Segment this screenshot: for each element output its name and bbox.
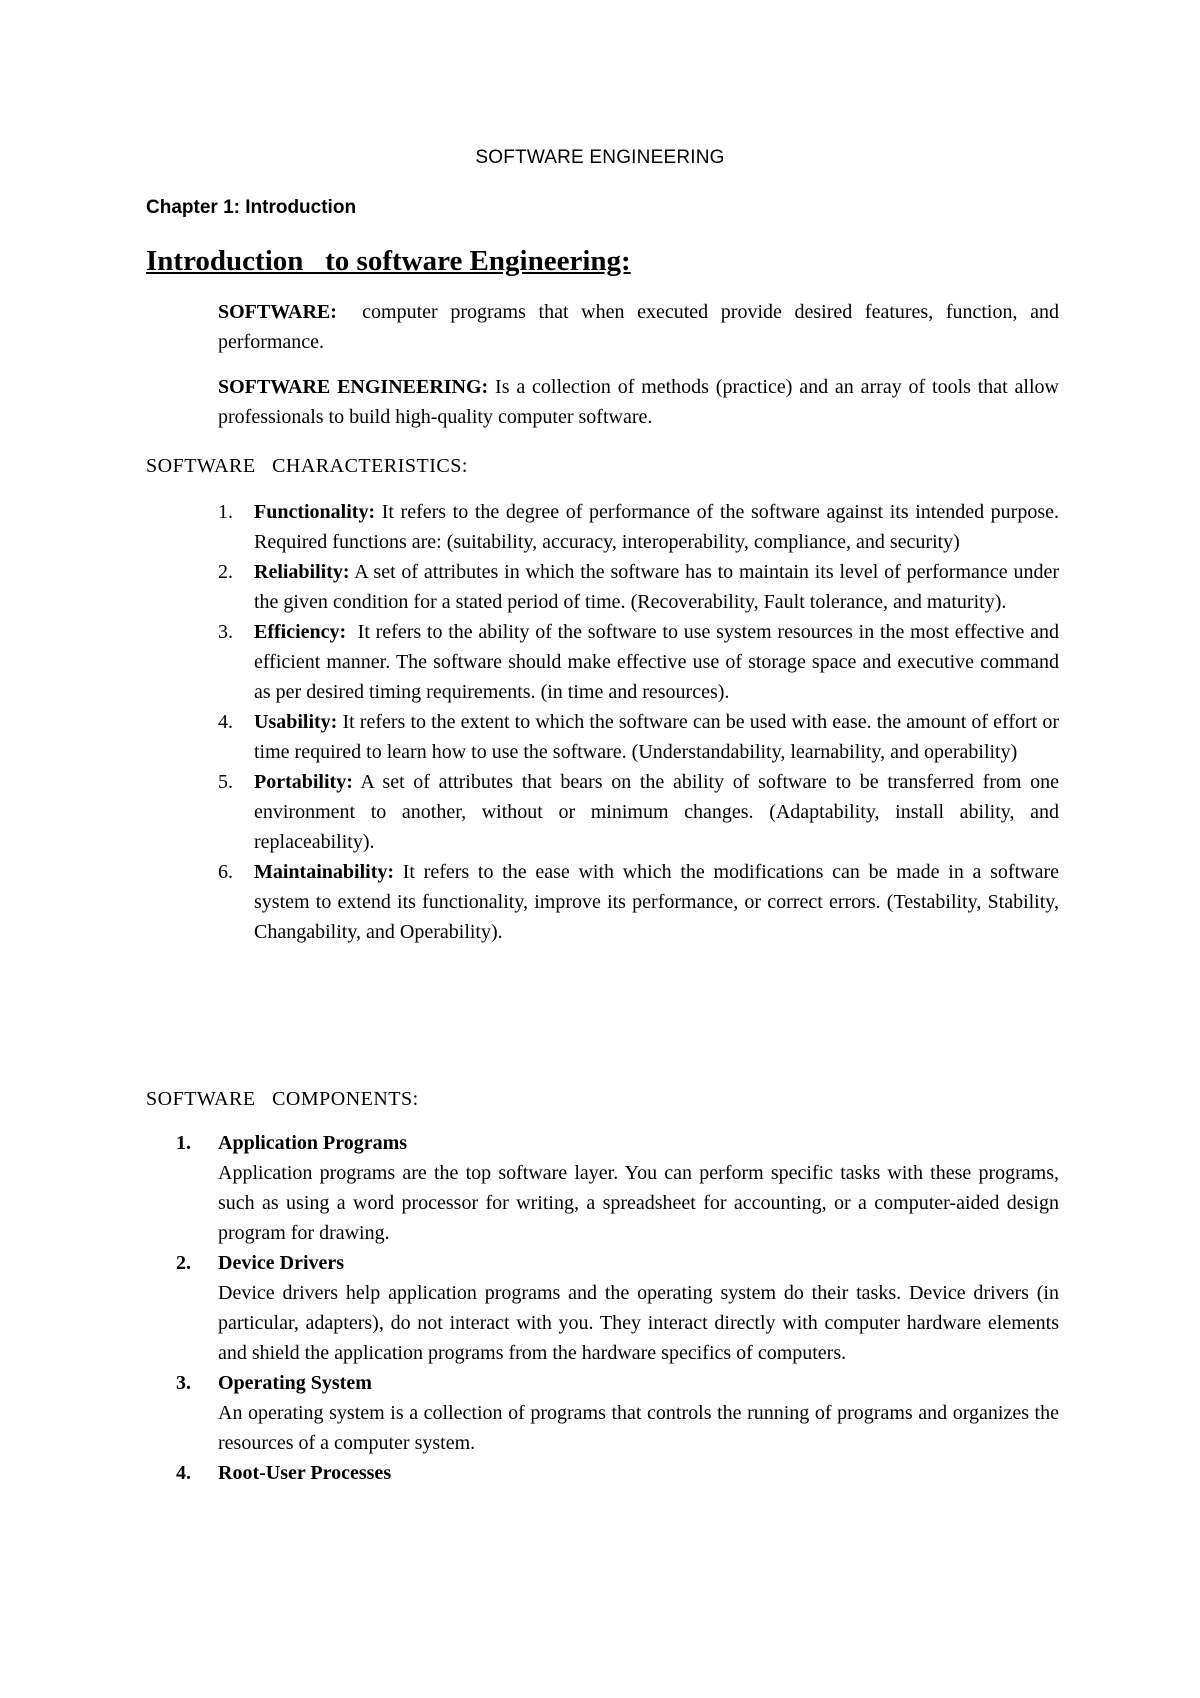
item-text: It refers to the ability of the software to use system resources in the most effective and efficient manner. The software should make effective use of storage space and executive command as per desired timing requirements. (in time and resources). — [254, 621, 1064, 703]
definition-term: SOFTWARE: — [218, 301, 337, 323]
list-item — [218, 497, 1064, 557]
definition-software — [218, 297, 1064, 357]
item-term: Portability: — [254, 771, 353, 793]
item-text: An operating system is a collection of programs that controls the running of programs and organizes the resources of a computer system. — [218, 1402, 1059, 1454]
main-heading: Introduction to software Engineering: — [146, 245, 631, 277]
item-text: It refers to the ease with which the modifications can be made in a software system to extend its functionality, improve its performance, or correct errors. (Testability, Stability, Changability, and Operability). — [254, 861, 1064, 943]
item-text: It refers to the degree of performance of the software against its intended purpose. Required functions are: (suitability, accuracy, interoperability, compliance, and security) — [254, 501, 1064, 553]
list-item — [218, 707, 1064, 767]
list-item — [218, 557, 1064, 617]
list-number: 1. — [176, 1132, 191, 1154]
item-text: Device drivers help application programs and the operating system do their tasks. Device drivers (in particular, adapters), do not interact with you. They interact directly with computer hardware elements and shield the application programs from the hardware specifics of computers. — [218, 1282, 1059, 1364]
characteristics-list — [218, 497, 1064, 947]
list-number: 3. — [218, 621, 233, 643]
item-term: Efficiency: — [254, 621, 347, 643]
components-list — [176, 1128, 1059, 1488]
definition-software-engineering — [218, 372, 1064, 432]
item-text: A set of attributes in which the software has to maintain its level of performance under the given condition for a stated period of time. (Recoverability, Fault tolerance, and maturity). — [254, 561, 1064, 613]
chapter-title: Chapter 1: Introduction — [146, 197, 357, 218]
definition-text: Is a collection of methods (practice) and an array of tools that allow professionals to build high-quality computer software. — [218, 376, 1064, 428]
list-item — [176, 1248, 1059, 1368]
list-item — [218, 767, 1064, 857]
definition-term: SOFTWARE ENGINEERING: — [218, 376, 489, 398]
list-item — [176, 1368, 1059, 1458]
list-number: 1. — [218, 501, 233, 523]
characteristics-heading: SOFTWARE CHARACTERISTICS: — [146, 455, 468, 477]
item-term: Maintainability: — [254, 861, 395, 883]
list-number: 2. — [218, 561, 233, 583]
item-term: Reliability: — [254, 561, 350, 583]
list-number: 6. — [218, 861, 233, 883]
list-number: 3. — [176, 1372, 191, 1394]
item-title: Operating System — [218, 1372, 372, 1394]
list-item — [176, 1128, 1059, 1248]
list-number: 5. — [218, 771, 233, 793]
list-item — [218, 857, 1064, 947]
components-heading: SOFTWARE COMPONENTS: — [146, 1088, 419, 1110]
list-number: 4. — [218, 711, 233, 733]
definition-text: computer programs that when executed provide desired features, function, and performance. — [218, 301, 1064, 353]
list-number: 2. — [176, 1252, 191, 1274]
document-title: SOFTWARE ENGINEERING — [475, 147, 725, 168]
item-term: Functionality: — [254, 501, 376, 523]
item-text: It refers to the extent to which the software can be used with ease. the amount of effort or time required to learn how to use the software. (Understandability, learnability, and operability) — [254, 711, 1064, 763]
item-term: Usability: — [254, 711, 338, 733]
item-text: A set of attributes that bears on the ability of software to be transferred from one environment to another, without or minimum changes. (Adaptability, install ability, and replaceability). — [254, 771, 1064, 853]
list-item — [176, 1458, 1059, 1488]
list-number: 4. — [176, 1462, 191, 1484]
item-title: Application Programs — [218, 1132, 408, 1154]
item-text: Application programs are the top software layer. You can perform specific tasks with these programs, such as using a word processor for writing, a spreadsheet for accounting, or a computer-aided design program for drawing. — [218, 1162, 1059, 1244]
item-title: Root-User Processes — [218, 1462, 392, 1484]
list-item — [218, 617, 1064, 707]
item-title: Device Drivers — [218, 1252, 345, 1274]
